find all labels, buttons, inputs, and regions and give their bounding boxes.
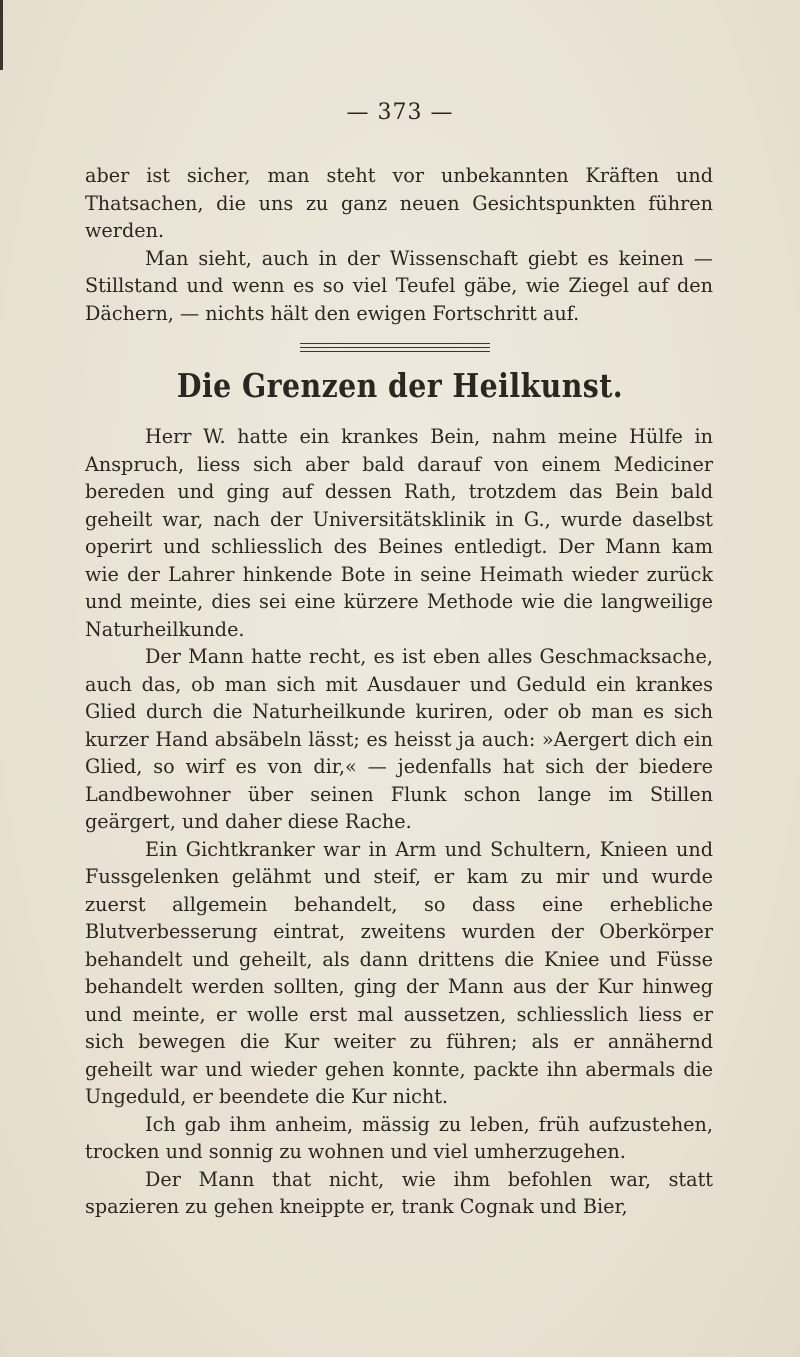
section-divider	[300, 343, 490, 355]
paragraph: Ich gab ihm anheim, mässig zu leben, früh aufzustehen, trocken und sonnig zu wohnen und viel umherzugehen.	[85, 1112, 713, 1163]
section-title: Die Grenzen der Heilkunst.	[176, 366, 624, 405]
paragraph: Der Mann that nicht, wie ihm befohlen war, statt spazieren zu gehen kneippte er, trank Cognak und Bier,	[85, 1167, 713, 1218]
paragraph: Man sieht, auch in der Wissenschaft giebt es keinen — Stillstand und wenn es so viel Teufel gäbe, wie Ziegel auf den Dächern, — nichts hält den ewigen Fortschritt auf.	[85, 246, 713, 325]
paragraph: Der Mann hatte recht, es ist eben alles Geschmacksache, auch das, ob man sich mit Ausdauer und Geduld ein krankes Glied durch die Naturheilkunde kuriren, oder ob man es sich kurzer Hand absäbeln lässt; es heisst ja auch: »Aergert dich ein Glied, so wirf es von dir,« — jedenfalls hat sich der biedere Landbewohner über seinen Flunk schon lange im Stillen geärgert, und daher diese Rache.	[85, 645, 713, 833]
paragraph: aber ist sicher, man steht vor unbekannten Kräften und Thatsachen, die uns zu ganz neuen Gesichtspunkten führen werden.	[85, 164, 713, 242]
page-edge-shadow	[0, 0, 3, 70]
section-body	[85, 423, 713, 1221]
paragraph: Ein Gichtkranker war in Arm und Schultern, Knieen und Fussgelenken gelähmt und steif, er kam zu mir und wurde zuerst allgemein behandelt, so dass eine erhebliche Blutverbesserung eintrat, zweitens wurden der Oberkörper behandelt und geheilt, als dann drittens die Kniee und Füsse behandelt werden sollten, ging der Mann aus der Kur hinweg und meinte, er wolle erst mal aussetzen, schliesslich liess er sich bewegen die Kur weiter zu führen; als er annähernd geheilt war und wieder gehen konnte, packte ihn abermals die Ungeduld, er beendete die Kur nicht.	[85, 837, 713, 1108]
page-number: — 373 —	[346, 100, 454, 125]
paragraph: Herr W. hatte ein krankes Bein, nahm meine Hülfe in Anspruch, liess sich aber bald darauf von einem Mediciner bereden und ging auf dessen Rath, trotzdem das Bein bald geheilt war, nach der Universitätsklinik in G., wurde daselbst operirt und schliesslich des Beines entledigt. Der Mann kam wie der Lahrer hinkende Bote in seine Heimath wieder zurück und meinte, dies sei eine kürzere Methode wie die langweilige Naturheilkunde.	[85, 425, 713, 641]
continued-text	[85, 162, 713, 327]
